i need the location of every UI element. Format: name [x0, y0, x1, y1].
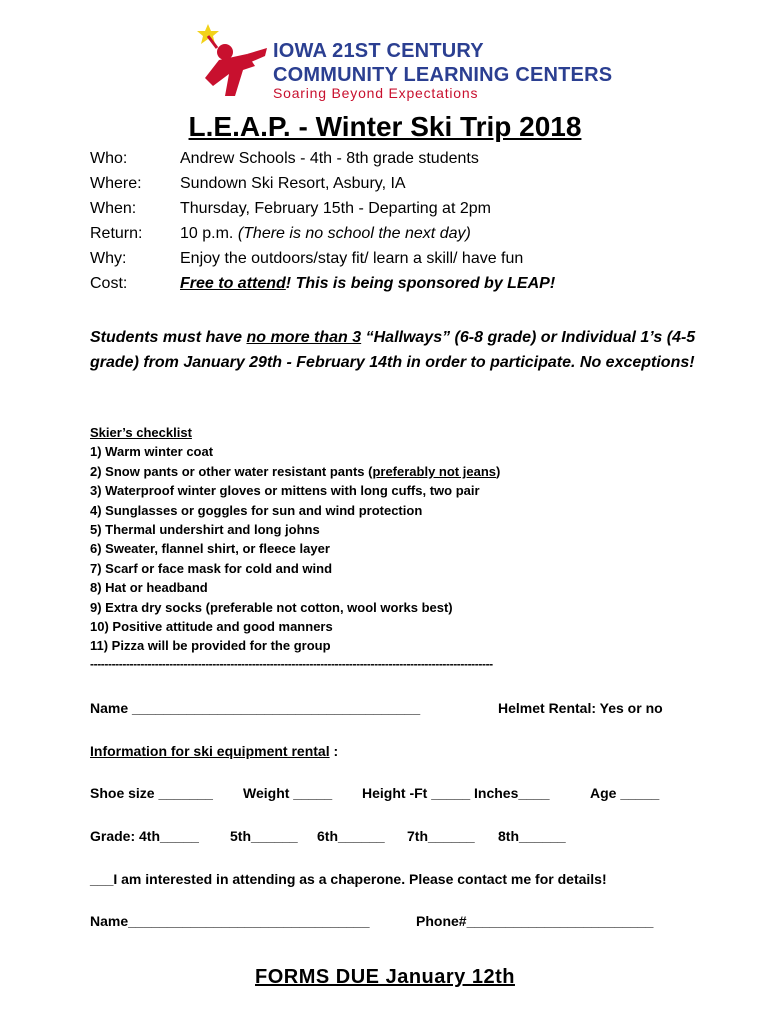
return-label: Return: — [90, 225, 143, 242]
info-why — [90, 250, 690, 274]
logo — [195, 22, 613, 102]
logo-figure-icon — [195, 22, 271, 102]
grade-6-field[interactable]: 6th______ — [317, 828, 385, 844]
return-time: 10 p.m. — [180, 225, 238, 242]
helmet-rental-field[interactable]: Helmet Rental: Yes or no — [498, 700, 663, 716]
when-label: When: — [90, 200, 137, 217]
why-label: Why: — [90, 250, 127, 267]
item2-close: ) — [496, 463, 501, 479]
info-where — [90, 175, 690, 199]
info-who — [90, 150, 690, 174]
why-value: Enjoy the outdoors/stay fit/ learn a skill/ have fun — [180, 250, 524, 267]
name2-field[interactable]: Name_______________________________ — [90, 913, 370, 929]
chaperone-field[interactable]: ___I am interested in attending as a chaperone. Please contact me for details! — [90, 871, 607, 887]
page-title: L.E.A.P. - Winter Ski Trip 2018 — [188, 111, 582, 142]
where-value: Sundown Ski Resort, Asbury, IA — [180, 175, 406, 192]
rental-heading-colon: : — [329, 743, 339, 759]
item2-note: preferably not jeans — [372, 463, 496, 479]
item2-text: 2) Snow pants or other water resistant pants ( — [90, 463, 373, 479]
name-field[interactable]: Name _____________________________________ — [90, 700, 421, 716]
logo-title-line1: IOWA 21ST CENTURY — [273, 40, 484, 62]
forms-due-text: FORMS DUE January 12th — [255, 966, 515, 988]
info-when — [90, 200, 690, 224]
info-cost — [90, 275, 690, 299]
list-item: 3) Waterproof winter gloves or mittens with long cuffs, two pair — [90, 483, 480, 499]
req-part1: Students must have — [90, 329, 247, 346]
rental-heading-text: Information for ski equipment rental — [90, 743, 330, 759]
grade-5-field[interactable]: 5th______ — [230, 828, 298, 844]
logo-tagline: Soaring Beyond Expectations — [273, 85, 479, 101]
grade-7-field[interactable]: 7th______ — [407, 828, 475, 844]
list-item: 4) Sunglasses or goggles for sun and wind protection — [90, 502, 423, 518]
age-field[interactable]: Age _____ — [590, 785, 660, 801]
list-item: 1) Warm winter coat — [90, 444, 214, 460]
skier-checklist — [90, 423, 500, 656]
logo-title-line2: COMMUNITY LEARNING CENTERS — [273, 64, 613, 86]
req-part3: “Hallways” (6-8 grade) or Individual 1’s (4-5 grade) from January 29th - February 14th in order to participate. No exceptions! — [90, 329, 696, 371]
grade-4-field[interactable]: Grade: 4th_____ — [90, 828, 199, 844]
cost-label: Cost: — [90, 275, 128, 292]
when-value: Thursday, February 15th - Departing at 2pm — [180, 200, 491, 217]
dashed-divider: ---------------------------------------------------------------------------------------------------------------- — [90, 657, 493, 671]
shoe-size-field[interactable]: Shoe size _______ — [90, 785, 213, 801]
rental-heading — [90, 743, 338, 759]
forms-due — [0, 966, 770, 989]
list-item — [90, 462, 500, 481]
weight-field[interactable]: Weight _____ — [243, 785, 333, 801]
return-value — [180, 225, 471, 243]
list-item: 8) Hat or headband — [90, 580, 208, 596]
return-note: (There is no school the next day) — [237, 225, 471, 242]
grade-8-field[interactable]: 8th______ — [498, 828, 566, 844]
who-value: Andrew Schools - 4th - 8th grade students — [180, 150, 479, 167]
phone-field[interactable]: Phone#________________________ — [416, 913, 654, 929]
list-item: 9) Extra dry socks (preferable not cotton, wool works best) — [90, 599, 453, 615]
cost-sponsor: ! This is being sponsored by LEAP! — [285, 275, 556, 292]
list-item: 11) Pizza will be provided for the group — [90, 638, 331, 654]
who-label: Who: — [90, 150, 128, 167]
list-item: 7) Scarf or face mask for cold and wind — [90, 560, 333, 576]
cost-value — [180, 275, 555, 293]
req-part2: no more than 3 — [246, 329, 362, 346]
list-item: 10) Positive attitude and good manners — [90, 619, 333, 635]
checklist-heading: Skier’s checklist — [90, 425, 192, 440]
height-field[interactable]: Height -Ft _____ Inches____ — [362, 785, 550, 801]
where-label: Where: — [90, 175, 142, 192]
list-item: 6) Sweater, flannel shirt, or fleece layer — [90, 541, 330, 557]
requirement-paragraph — [90, 325, 710, 375]
info-return — [90, 225, 690, 249]
list-item: 5) Thermal undershirt and long johns — [90, 522, 320, 538]
cost-free: Free to attend — [180, 275, 286, 292]
